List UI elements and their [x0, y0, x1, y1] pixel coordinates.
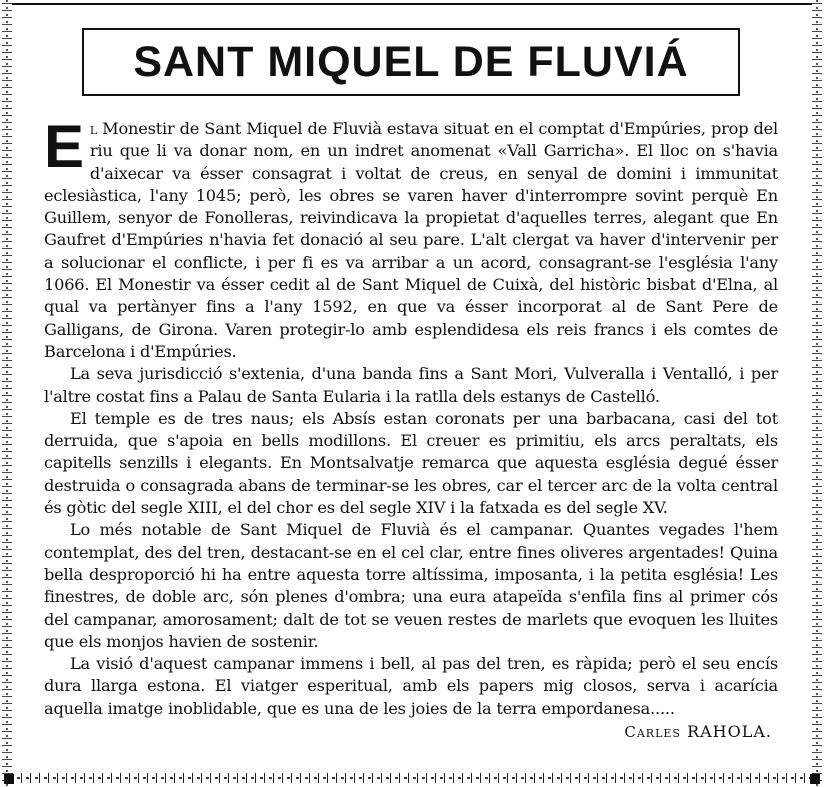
bottom-chain-border	[8, 773, 816, 783]
corner-ornament-left	[4, 774, 14, 784]
article-body	[44, 113, 778, 720]
left-chain-border	[2, 0, 12, 787]
drop-cap: E	[44, 113, 84, 180]
paragraph-4: Lo més notable de Sant Miquel de Fluvià és el campanar. Quantes vegades l'hem contemplat, des del tren, destacant-se en el cel clar, entre fines oliveres argentades! Quina bella desproporció hi ha entre aquesta torre altíssima, imposanta, i la petita església! Les finestres, de doble arc, són plenes d'ombra; una eura atapeïda s'enfila fins al primer cós del campanar, amorosament; dalt de tot se veuen restes de marlets que evoquen les lluites que els monjos havien de sostenir.	[44, 520, 778, 651]
paragraph-1-text: l Monestir de Sant Miquel de Fluvià estava situat en el comptat d'Empúries, prop del riu que li va donar nom, en un indret anomenat «Vall Garricha». El lloc on s'havia d'aixecar va ésser consagrat i voltat de creus, en senyal de domini i immunitat eclesiàstica, l'any 1045; però, les obres se varen haver d'interrompre sovint perquè En Guillem, senyor de Fonolleras, reivindicava la propietat d'aquelles terres, alegant que En Gaufret d'Empúries n'havia fet donació al seu pare. L'alt clergat va haver d'intervenir per a solucionar el conflicte, i per fi es va arribar a un acord, consagrant-se l'església l'any 1066. El Monestir va ésser cedit al de Sant Miquel de Cuixà, del històric bisbat d'Elna, al qual va pertànyer fins a l'any 1592, en que va ésser incorporat al de Sant Pere de Galligans, de Girona. Varen protegir-lo amb esplendidesa els reis francs i els comtes de Barcelona i d'Empúries.	[44, 119, 778, 361]
paragraph-5: La visió d'aquest campanar immens i bell, al pas del tren, es ràpida; però el seu encís dura llarga estona. El viatger esperitual, amb els papers mig closos, serva i acarícia aquella imatge inoblidable, que es una de les joies de la terra empordanesa.....	[44, 654, 778, 718]
author-signature	[624, 722, 772, 741]
signature-last-name: RAHOLA.	[687, 722, 772, 741]
paragraph-2: La seva jurisdicció s'extenia, d'una banda fins a Sant Mori, Vulveralla i Ventalló, i per l'altre costat fins a Palau de Santa Eularia i la ratlla dels estanys de Castelló.	[44, 364, 778, 406]
right-chain-border	[812, 0, 822, 787]
paragraph-1	[44, 113, 778, 363]
page-title: SANT MIQUEL DE FLUVIÁ	[133, 37, 689, 86]
signature-first-name: Carles	[624, 723, 681, 741]
paragraph-3: El temple es de tres naus; els Absís estan coronats per una barbacana, casi del tot derruida, que s'apoia en bells modillons. El creuer es primitiu, els arcs peraltats, els capitells senzills i elegants. En Montsalvatje remarca que aquesta església degué ésser destruida o consagrada abans de terminar-se les obres, car el tercer arc de la volta central és gòtic del segle XIII, el del chor es del segle XIV i la fatxada es del segle XV.	[44, 408, 778, 518]
top-rule	[12, 3, 812, 5]
title-frame	[82, 28, 740, 96]
corner-ornament-right	[810, 774, 820, 784]
